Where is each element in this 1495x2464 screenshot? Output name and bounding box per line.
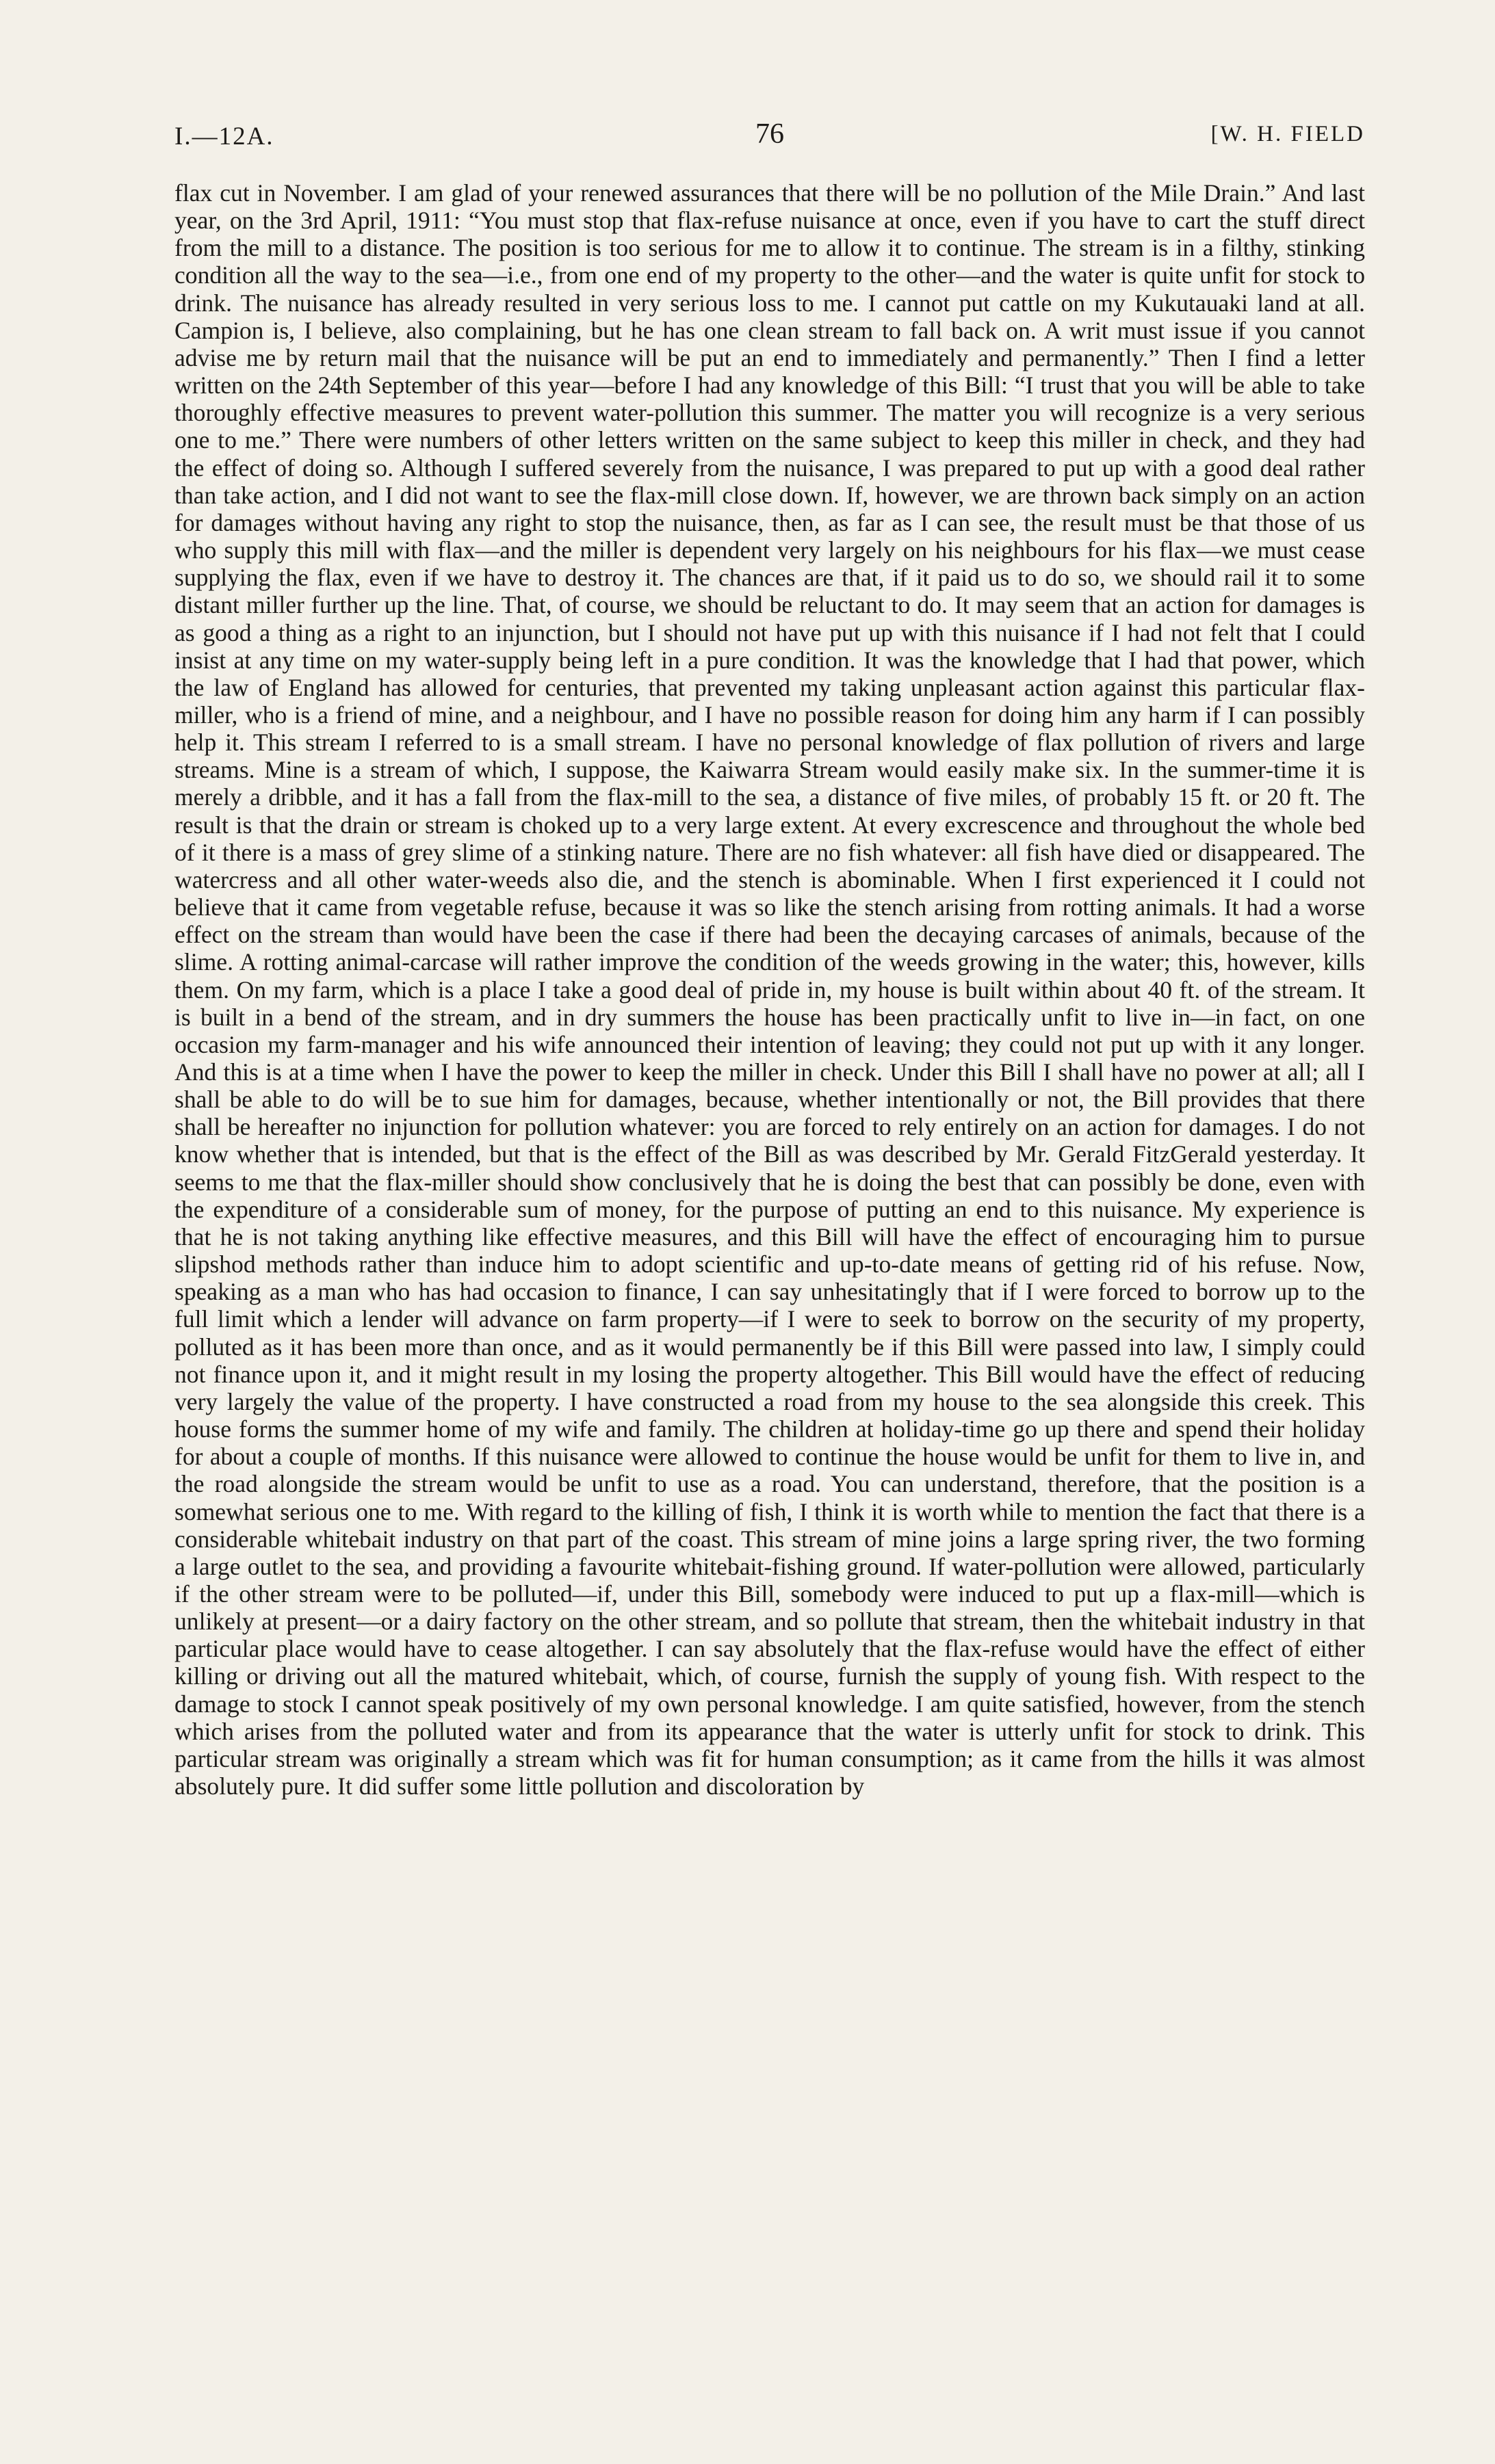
speaker-name: [W. H. FIELD <box>1210 122 1365 146</box>
document-body <box>174 179 1365 2286</box>
body-paragraph: flax cut in November. I am glad of your renewed assurances that there will be no pollution of the Mile Drain.” And last year, on the 3rd April, 1911: “You must stop that flax-refuse nuisance at once, even if you have to cart the stuff direct from the mill to a distance. The position is too serious for me to allow it to continue. The stream is in a filthy, stinking condition all the way to the sea—i.e., from one end of my property to the other—and the water is quite unfit for stock to drink. The nuisance has already resulted in very serious loss to me. I cannot put cattle on my Kukutauaki land at all. Campion is, I believe, also complaining, but he has one clean stream to fall back on. A writ must issue if you cannot advise me by return mail that the nuisance will be put an end to immediately and permanently.” Then I find a letter written on the 24th September of this year—before I had any knowledge of this Bill: “I trust that you will be able to take thoroughly effective measures to prevent water-pollution this summer. The matter you will recognize is a very serious one to me.” There were numbers of other letters written on the same subject to keep this miller in check, and they had the effect of doing so. Although I suffered severely from the nuisance, I was prepared to put up with a good deal rather than take action, and I did not want to see the flax-mill close down. If, however, we are thrown back simply on an action for damages without having any right to stop the nuisance, then, as far as I can see, the result must be that those of us who supply this mill with flax—and the miller is dependent very largely on his neighbours for his flax—we must cease supplying the flax, even if we have to destroy it. The chances are that, if it paid us to do so, we should rail it to some distant miller further up the line. That, of course, we should be reluctant to do. It may seem that an action for damages is as good a thing as a right to an injunction, but I should not have put up with this nuisance if I had not felt that I could insist at any time on my water-supply being left in a pure condition. It was the knowledge that I had that power, which the law of England has allowed for centuries, that prevented my taking unpleasant action against this particular flax-miller, who is a friend of mine, and a neighbour, and I have no possible reason for doing him any harm if I can possibly help it. This stream I referred to is a small stream. I have no personal knowledge of flax pollution of rivers and large streams. Mine is a stream of which, I suppose, the Kaiwarra Stream would easily make six. In the summer-time it is merely a dribble, and it has a fall from the flax-mill to the sea, a distance of five miles, of probably 15 ft. or 20 ft. The result is that the drain or stream is choked up to a very large extent. At every excrescence and throughout the whole bed of it there is a mass of grey slime of a stinking nature. There are no fish whatever: all fish have died or disappeared. The watercress and all other water-weeds also die, and the stench is abominable. When I first experienced it I could not believe that it came from vegetable refuse, because it was so like the stench arising from rotting animals. It had a worse effect on the stream than would have been the case if there had been the decaying carcases of animals, because of the slime. A rotting animal-carcase will rather improve the condition of the weeds growing in the water; this, however, kills them. On my farm, which is a place I take a good deal of pride in, my house is built within about 40 ft. of the stream. It is built in a bend of the stream, and in dry summers the house has been practically unfit to live in—in fact, on one occasion my farm-manager and his wife announced their intention of leaving; they could not put up with it any longer. And this is at a time when I have the power to keep the miller in check. Under this Bill I shall have no power at all; all I shall be able to do will be to sue him for damages, because, whether intentionally or not, the Bill provides that there shall be hereafter no injunction for pollution whatever: you are forced to rely entirely on an action for damages. I do not know whether that is intended, but that is the effect of the Bill as was described by Mr. Gerald FitzGerald yesterday. It seems to me that the flax-miller should show conclusively that he is doing the best that can possibly be done, even with the expenditure of a considerable sum of money, for the purpose of putting an end to this nuisance. My experience is that he is not taking anything like effective measures, and this Bill will have the effect of encouraging him to pursue slipshod methods rather than induce him to adopt scientific and up-to-date means of getting rid of his refuse. Now, speaking as a man who has had occasion to finance, I can say unhesitatingly that if I were forced to borrow up to the full limit which a lender will advance on farm property—if I were to seek to borrow on the security of my property, polluted as it has been more than once, and as it would permanently be if this Bill were passed into law, I simply could not finance upon it, and it might result in my losing the property altogether. This Bill would have the effect of reducing very largely the value of the property. I have constructed a road from my house to the sea alongside this creek. This house forms the summer home of my wife and family. The children at holiday-time go up there and spend their holiday for about a couple of months. If this nuisance were allowed to continue the house would be unfit for them to live in, and the road alongside the stream would be unfit to use as a road. You can understand, therefore, that the position is a somewhat serious one to me. With regard to the killing of fish, I think it is worth while to mention the fact that there is a considerable whitebait industry on that part of the coast. This stream of mine joins a large spring river, the two forming a large outlet to the sea, and providing a favourite whitebait-fishing ground. If water-pollution were allowed, particularly if the other stream were to be polluted—if, under this Bill, somebody were induced to put up a flax-mill—which is unlikely at present—or a dairy factory on the other stream, and so pollute that stream, then the whitebait industry in that particular place would have to cease altogether. I can say absolutely that the flax-refuse would have the effect of either killing or driving out all the matured whitebait, which, of course, furnish the supply of young fish. With respect to the damage to stock I cannot speak positively of my own personal knowledge. I am quite satisfied, however, from the stench which arises from the polluted water and from its appearance that the water is utterly unfit for stock to drink. This particular stream was originally a stream which was fit for human consumption; as it came from the hills it was almost absolutely pure. It did suffer some little pollution and discoloration by <box>174 179 1365 1800</box>
document-reference: I.—12A. <box>174 122 274 150</box>
page-header <box>174 118 1365 163</box>
page-number: 76 <box>755 118 784 150</box>
